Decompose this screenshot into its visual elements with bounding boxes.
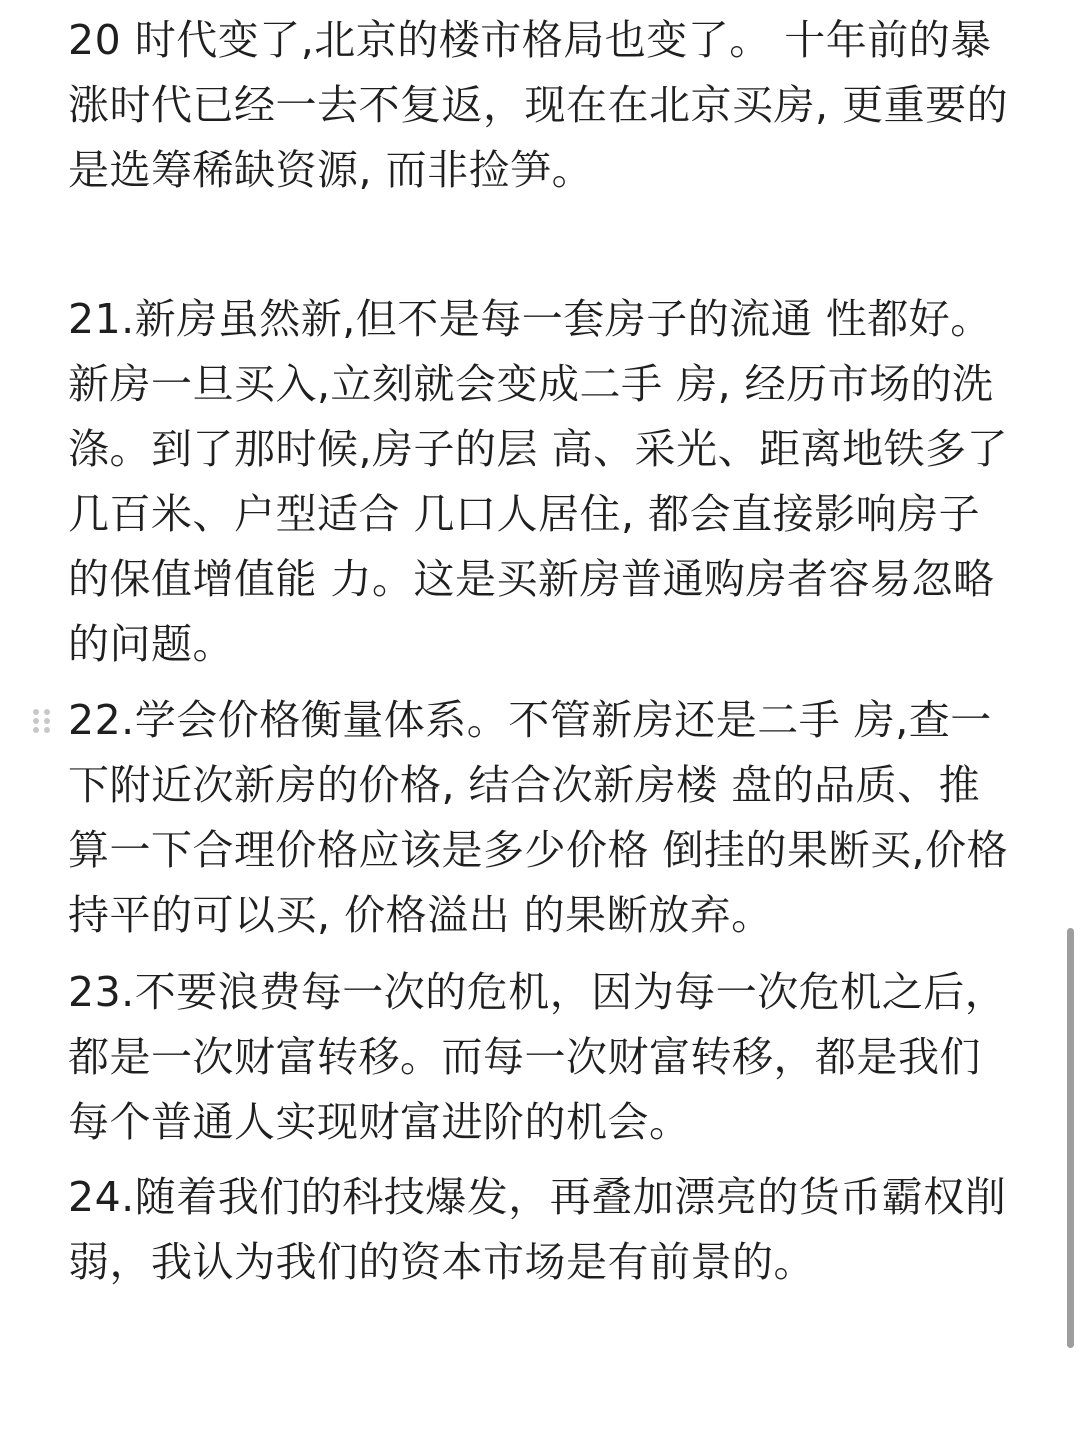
paragraph-21[interactable] xyxy=(68,287,1018,677)
paragraph-line: 的问题。 xyxy=(68,620,234,668)
paragraph-line: 的保值增值能 力。这是买新房普通购房者容易忽略 xyxy=(68,555,995,603)
paragraph-line: 弱，我认为我们的资本市场是有前景的。 xyxy=(68,1238,815,1286)
paragraph-line: 下附近次新房的价格, 结合次新房楼 盘的品质、推 xyxy=(68,761,981,809)
drag-handle-icon[interactable] xyxy=(31,707,53,735)
paragraph-line: 23.不要浪费每一次的危机，因为每一次危机之后， xyxy=(68,968,1007,1016)
paragraph-line: 20 时代变了,北京的楼市格局也变了。 十年前的暴 xyxy=(68,16,992,64)
paragraph-20[interactable] xyxy=(68,8,1018,203)
paragraph-line: 算一下合理价格应该是多少价格 倒挂的果断买,价格 xyxy=(68,826,1009,874)
paragraph-23[interactable] xyxy=(68,960,1018,1155)
paragraph-line: 21.新房虽然新,但不是每一套房子的流通 性都好。 xyxy=(68,295,992,343)
paragraph-24[interactable] xyxy=(68,1165,1018,1295)
paragraph-line: 持平的可以买, 价格溢出 的果断放弃。 xyxy=(68,891,773,939)
paragraph-22[interactable] xyxy=(68,688,1018,948)
scrollbar[interactable] xyxy=(1066,0,1080,1440)
paragraph-line: 每个普通人实现财富进阶的机会。 xyxy=(68,1098,691,1146)
paragraph-line: 新房一旦买入,立刻就会变成二手 房, 经历市场的洗 xyxy=(68,360,994,408)
paragraph-line: 24.随着我们的科技爆发，再叠加漂亮的货币霸权削 xyxy=(68,1173,1007,1221)
paragraph-line: 是选筹稀缺资源, 而非捡笋。 xyxy=(68,146,594,194)
paragraph-line: 几百米、户型适合 几口人居住, 都会直接影响房子 xyxy=(68,490,981,538)
scrollbar-thumb[interactable] xyxy=(1067,928,1074,1348)
paragraph-line: 涤。到了那时候,房子的层 高、采光、距离地铁多了 xyxy=(68,425,1009,473)
paragraph-line: 22.学会价格衡量体系。不管新房还是二手 房,查一 xyxy=(68,696,992,744)
paragraph-line: 涨时代已经一去不复返，现在在北京买房, 更重要的 xyxy=(68,81,1009,129)
paragraph-line: 都是一次财富转移。而每一次财富转移，都是我们 xyxy=(68,1033,981,1081)
